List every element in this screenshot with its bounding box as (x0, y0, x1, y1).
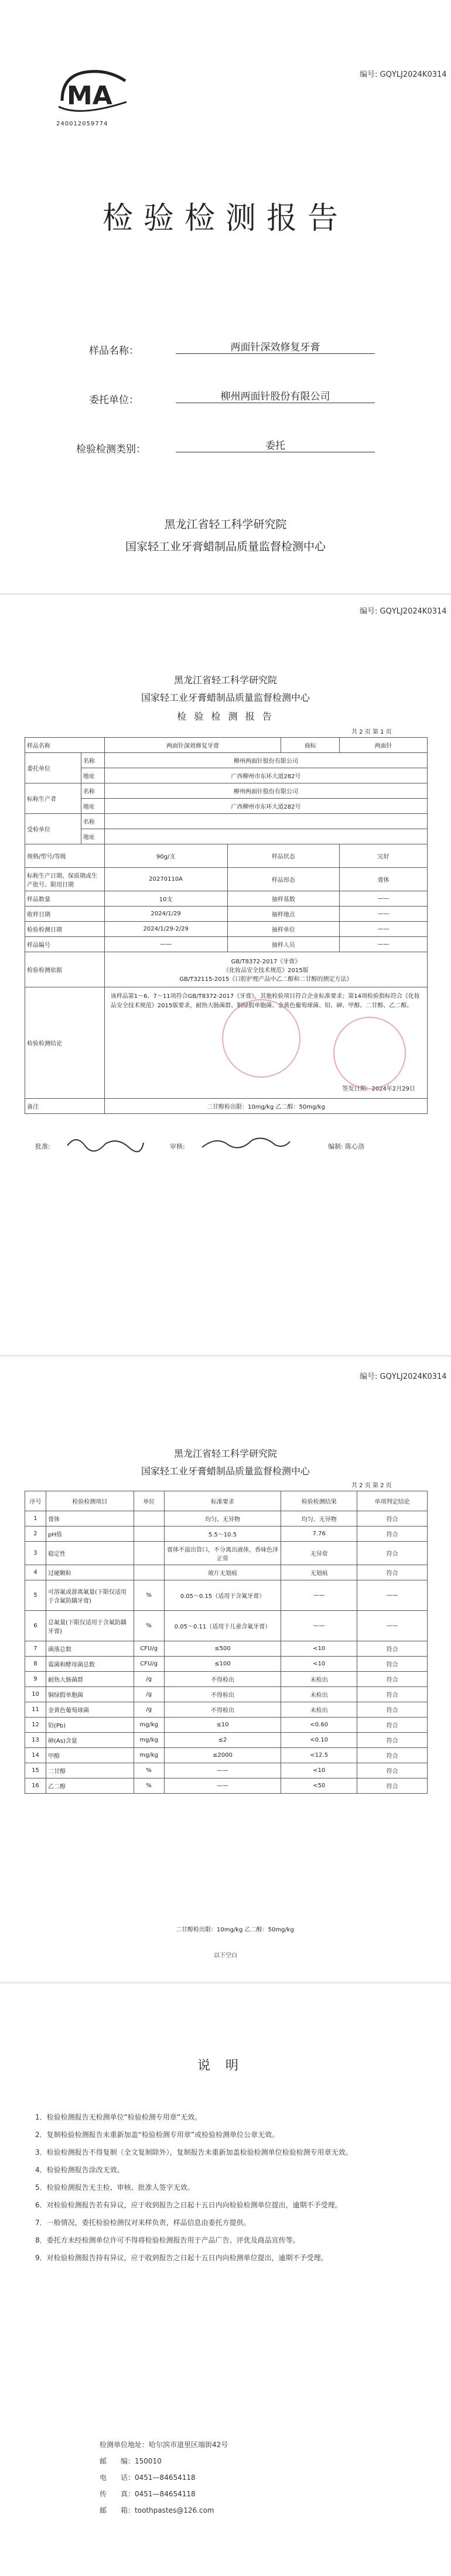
table-row (25, 1526, 428, 1542)
table-row (25, 1718, 428, 1733)
approve-label: 批准: (35, 1143, 50, 1150)
table-cell: 5 (25, 1580, 46, 1611)
field-value-category: 委托 (176, 437, 375, 452)
table-cell: % (134, 1580, 164, 1611)
page-divider (0, 1982, 451, 1984)
table-cell: /g (134, 1702, 164, 1718)
table-cell: <10 (281, 1763, 357, 1778)
table-cell: 符合 (357, 1526, 428, 1542)
table-cell: 符合 (357, 1565, 428, 1580)
value: 二甘醇检出限：10mg/kg 乙二醇：50mg/kg (104, 1099, 427, 1114)
note-item: 2．复制检验检测报告未重新加盖“检验检测专用章”或检验检测单位公章无效。 (35, 2131, 279, 2139)
report-title: 检验检测报告 (102, 201, 348, 236)
table-cell: 铅(Pb) (46, 1718, 134, 1733)
label: 标称生产者 (25, 783, 81, 814)
page-divider (0, 1355, 451, 1357)
table-cell: 未检出 (281, 1672, 357, 1687)
table-cell: ≤500 (164, 1641, 281, 1657)
table-row (25, 1733, 428, 1748)
org-name: 黑龙江省轻工科学研究院 (173, 1448, 277, 1459)
table-cell: 耐热大肠菌群 (46, 1672, 134, 1687)
table-cell: 玻片无划痕 (164, 1565, 281, 1580)
contact-label: 邮 箱： (100, 2506, 135, 2514)
table-cell: % (134, 1778, 164, 1794)
value: —— (340, 922, 428, 937)
table-cell: /g (134, 1687, 164, 1702)
contact-block (100, 2437, 346, 2519)
table-row (25, 1511, 428, 1526)
label: 标称生产日期、保质期或生产批号、限用日期 (25, 868, 105, 891)
table-cell: 符合 (357, 1748, 428, 1763)
value: —— (340, 891, 428, 907)
contact-label: 邮 编： (100, 2457, 135, 2465)
field-label-sample: 样品名称： (89, 345, 139, 357)
table-cell: 10 (25, 1687, 46, 1702)
table-cell: 2 (25, 1526, 46, 1542)
notes-page (0, 1985, 451, 2576)
value: 广西柳州市东环大道282号 (104, 768, 427, 783)
cma-logo-icon (56, 66, 132, 122)
col-header: 检验检测项目 (46, 1491, 134, 1511)
report-number: 编号: GQYLJ2024K0314 (360, 1372, 447, 1381)
value: —— (104, 937, 227, 952)
table-cell: 8 (25, 1657, 46, 1672)
table-cell: 无异常 (281, 1542, 357, 1565)
contact-value: 0451—84654118 (135, 2473, 196, 2482)
table-cell: CFU/g (134, 1641, 164, 1657)
label: 地址 (81, 768, 104, 783)
table-cell: <10 (281, 1641, 357, 1657)
contact-label: 电 话： (100, 2473, 135, 2482)
note-item: 7．一般情况，委托检验检测仅对来样负责，样品信息由委托方提供。 (35, 2219, 251, 2227)
table-cell: % (134, 1611, 164, 1641)
table-row (25, 1778, 428, 1794)
basis-cell (104, 952, 427, 987)
label: 商标 (281, 738, 340, 753)
conclusion-text: 该样品第1～6、7～11项符合GB/T8372-2017《牙膏》，其他检验项目符合企业标准要求；第14项检验指标符合《化妆品安全技术规范》2015版要求，耐热大肠菌群、铜绿假单胞菌、金黄色葡萄球菌、铅、砷、甲醇、二甘醇、乙二醇。 (110, 993, 420, 1009)
table-cell: mg/kg (134, 1733, 164, 1748)
review-signature (199, 1131, 293, 1154)
label: 名称 (81, 814, 104, 829)
label: 检验检测结论 (25, 987, 105, 1099)
contact-value: 150010 (135, 2457, 162, 2465)
table-cell: pH值 (46, 1526, 134, 1542)
label: 规格/型号/等级 (25, 844, 105, 868)
report-subtitle: 检 验 检 测 报 告 (177, 711, 274, 722)
table-cell: 符合 (357, 1763, 428, 1778)
contact-label: 检测单位地址： (100, 2441, 149, 2449)
table-cell (134, 1542, 164, 1565)
table-row (25, 1565, 428, 1580)
table-cell: —— (164, 1778, 281, 1794)
table-row (25, 1687, 428, 1702)
table-cell: 均匀、无异物 (281, 1511, 357, 1526)
conclusion-cell (104, 987, 427, 1099)
table-cell: <10 (281, 1657, 357, 1672)
table-cell: —— (357, 1580, 428, 1611)
label: 检验检测日期 (25, 922, 105, 937)
value: 完好 (340, 844, 428, 868)
table-cell: 15 (25, 1763, 46, 1778)
page-divider (0, 593, 451, 595)
table-cell (134, 1511, 164, 1526)
table-cell: 11 (25, 1702, 46, 1718)
note-item: 4．检验检测报告涂改无效。 (35, 2166, 124, 2174)
table-cell: 符合 (357, 1672, 428, 1687)
label: 委托单位 (25, 753, 81, 783)
table-cell: 不得检出 (164, 1672, 281, 1687)
table-cell: 符合 (357, 1687, 428, 1702)
label: 抽样地点 (227, 907, 340, 922)
label: 地址 (81, 829, 104, 844)
table-cell: CFU/g (134, 1657, 164, 1672)
note-item: 3．检验检测报告不得复制（全文复制除外），复制报告未重新加盖检验检测单位检验检测专用章无效。 (35, 2148, 353, 2156)
table-cell: <0.60 (281, 1718, 357, 1733)
table-cell: 16 (25, 1778, 46, 1794)
table-cell: 符合 (357, 1702, 428, 1718)
table-row (25, 1542, 428, 1565)
table-cell: 符合 (357, 1511, 428, 1526)
table-cell: ≤100 (164, 1657, 281, 1672)
value: 90g/支 (104, 844, 227, 868)
note-item: 6．对检验检测报告若有异议，应于收到报告之日起十五日内向检验检测单位提出，逾期不予受理。 (35, 2201, 342, 2209)
table-cell: 总氟量(下限仅适用于含氟防龋牙膏) (46, 1611, 134, 1641)
page-info: 共 2 页 第 2 页 (351, 1483, 392, 1489)
label: 名称 (81, 783, 104, 799)
label: 地址 (81, 799, 104, 814)
value: 两面针 (340, 738, 428, 753)
table-cell: 3 (25, 1542, 46, 1565)
table-cell: 乙二醇 (46, 1778, 134, 1794)
label: 样品状态 (227, 844, 340, 868)
label: 受检单位 (25, 814, 81, 844)
table-cell: 菌落总数 (46, 1641, 134, 1657)
contact-row (100, 2486, 346, 2502)
table-cell: —— (164, 1763, 281, 1778)
table-cell: 0.05～0.11（适用于儿童含氟牙膏） (164, 1611, 281, 1641)
results-body (25, 1511, 428, 1794)
table-cell: 符合 (357, 1542, 428, 1565)
contact-row (100, 2437, 346, 2453)
value: 两面针深效修复牙膏 (104, 738, 281, 753)
table-cell: 4 (25, 1565, 46, 1580)
value: 广西柳州市东环大道282号 (104, 799, 427, 814)
table-cell: 14 (25, 1748, 46, 1763)
org-center: 国家轻工业牙膏蜡制品质量监督检测中心 (141, 1466, 310, 1477)
contact-value: 0451—84654118 (135, 2490, 196, 2498)
table-row (25, 1657, 428, 1672)
label: 抽样基数 (227, 891, 340, 907)
label: 样品数量 (25, 891, 105, 907)
table-cell (134, 1565, 164, 1580)
value: 柳州两面针股份有限公司 (104, 753, 427, 768)
info-table (25, 737, 428, 1114)
table-cell: 符合 (357, 1733, 428, 1748)
contact-row (100, 2453, 346, 2469)
table-cell: 5.5～10.5 (164, 1526, 281, 1542)
col-header: 序号 (25, 1491, 46, 1511)
table-row (25, 1611, 428, 1641)
review-label: 审核: (170, 1143, 185, 1150)
field-label-client: 委托单位： (89, 394, 139, 406)
table-cell: <50 (281, 1778, 357, 1794)
table-row (25, 1702, 428, 1718)
label: 样品形态 (227, 868, 340, 891)
table-cell: 符合 (357, 1778, 428, 1794)
label: 检验检测依据 (25, 952, 105, 987)
value: 10支 (104, 891, 227, 907)
table-cell: mg/kg (134, 1718, 164, 1733)
table-cell: —— (281, 1580, 357, 1611)
table-cell: ≤2 (164, 1733, 281, 1748)
label: 抽样人员 (227, 937, 340, 952)
field-value-client: 柳州两面针股份有限公司 (176, 388, 375, 403)
table-cell: 可溶氟或游离氟量(下限仅适用于含氟防龋牙膏) (46, 1580, 134, 1611)
table-cell: 符合 (357, 1718, 428, 1733)
table-cell (134, 1526, 164, 1542)
col-header: 检验检测结果 (281, 1491, 357, 1511)
col-header: 单位 (134, 1491, 164, 1511)
table-cell: —— (357, 1611, 428, 1641)
value: 20270110A (104, 868, 227, 891)
table-cell: 9 (25, 1672, 46, 1687)
cma-logo (56, 66, 132, 122)
issue-date: 签发日期：2024年2月29日 (342, 1086, 415, 1092)
table-cell: 13 (25, 1733, 46, 1748)
table-cell: 未检出 (281, 1702, 357, 1718)
label: 名称 (81, 753, 104, 768)
org-name: 黑龙江省轻工科学研究院 (173, 674, 277, 686)
report-info-page (0, 597, 451, 1352)
table-cell: 二甘醇 (46, 1763, 134, 1778)
contact-row (100, 2469, 346, 2486)
table-cell: 不得检出 (164, 1702, 281, 1718)
label: 收样日期 (25, 907, 105, 922)
results-footnote: 二甘醇检出限：10mg/kg 乙二醇：50mg/kg (176, 1927, 294, 1933)
value: —— (340, 937, 428, 952)
label: 抽样单位 (227, 922, 340, 937)
table-cell: 膏体 (46, 1511, 134, 1526)
table-cell: 霉菌和酵母菌总数 (46, 1657, 134, 1672)
results-table (25, 1491, 428, 1794)
org-name: 黑龙江省轻工科学研究院 (164, 518, 287, 531)
table-row (25, 1763, 428, 1778)
contact-value: 哈尔滨市道里区端街42号 (149, 2441, 228, 2449)
org-center: 国家轻工业牙膏蜡制品质量监督检测中心 (125, 540, 326, 553)
value: 膏体 (340, 868, 428, 891)
notes-title: 说明 (197, 2059, 254, 2073)
table-cell: 12 (25, 1718, 46, 1733)
table-cell: 7 (25, 1641, 46, 1657)
approve-signature (64, 1131, 146, 1154)
table-cell: <12.5 (281, 1748, 357, 1763)
table-cell: mg/kg (134, 1748, 164, 1763)
table-cell: 符合 (357, 1657, 428, 1672)
basis-line: 《化妆品安全技术规范》2015版 (223, 967, 309, 974)
col-header: 单项判定结论 (357, 1491, 428, 1511)
label: 样品名称 (25, 738, 105, 753)
note-item: 1．检验检测报告无检测单位“检验检测专用章”无效。 (35, 2113, 202, 2121)
value: —— (340, 907, 428, 922)
table-cell: 不得检出 (164, 1687, 281, 1702)
table-cell: 0.05～0.15（适用于含氟牙膏） (164, 1580, 281, 1611)
blank-note: 以下空白 (214, 1953, 237, 1959)
note-item: 8．委托方未经检测单位许可不得将检验检测报告用于产品广告、评优及商品宣传等。 (35, 2236, 300, 2244)
report-number: 编号: GQYLJ2024K0314 (360, 607, 447, 616)
value: 柳州两面针股份有限公司 (104, 783, 427, 799)
editor-label: 编制: 陈心洛 (328, 1143, 365, 1150)
label: 样品编号 (25, 937, 105, 952)
table-row (25, 1580, 428, 1611)
table-cell: 均匀、无异物 (164, 1511, 281, 1526)
table-cell: 金黄色葡萄球菌 (46, 1702, 134, 1718)
table-cell: 铜绿假单胞菌 (46, 1687, 134, 1702)
field-value-sample: 两面针深效修复牙膏 (176, 339, 375, 354)
contact-value: toothpastes@126.com (135, 2506, 214, 2514)
table-cell: 6 (25, 1611, 46, 1641)
table-cell: /g (134, 1672, 164, 1687)
cover-page (0, 0, 451, 592)
results-page (0, 1358, 451, 1979)
table-row (25, 1748, 428, 1763)
value: 2024/1/29-2/29 (104, 922, 227, 937)
value: 2024/1/29 (104, 907, 227, 922)
table-row (25, 1641, 428, 1657)
note-item: 9．对检验检测报告持有异议，应于收到报告之日起十五日内向检测单位提出，逾期不予受理。 (35, 2254, 328, 2262)
inspection-stamp (333, 1017, 406, 1089)
basis-line: GB/T8372-2017《牙膏》 (231, 959, 301, 965)
report-number: 编号: GQYLJ2024K0314 (360, 70, 447, 79)
table-cell: 1 (25, 1511, 46, 1526)
table-cell: 稳定性 (46, 1542, 134, 1565)
table-cell: % (134, 1763, 164, 1778)
table-cell: ≤10 (164, 1718, 281, 1733)
note-item: 5．检验检测报告无主检、审核、批准人签字无效。 (35, 2183, 194, 2192)
contact-label: 传 真： (100, 2490, 135, 2498)
table-cell: 过硬颗粒 (46, 1565, 134, 1580)
table-cell: 砷(As)含量 (46, 1733, 134, 1748)
contact-row (100, 2502, 346, 2519)
table-cell: ≤2000 (164, 1748, 281, 1763)
org-center: 国家轻工业牙膏蜡制品质量监督检测中心 (141, 692, 310, 703)
table-cell: 膏体不溢出管口，不分离出液体，香味色泽正常 (164, 1542, 281, 1565)
table-cell: 无划痕 (281, 1565, 357, 1580)
logo-code: 240012059774 (56, 121, 108, 127)
notes-list (35, 2108, 416, 2267)
table-cell: 7.76 (281, 1526, 357, 1542)
official-stamp (222, 999, 300, 1078)
svg-text:MA: MA (67, 81, 112, 111)
table-cell: 甲醇 (46, 1748, 134, 1763)
table-cell: <0.10 (281, 1733, 357, 1748)
table-cell: 未检出 (281, 1687, 357, 1702)
field-label-category: 检验检测类别： (76, 444, 146, 455)
table-cell: 符合 (357, 1641, 428, 1657)
table-row (25, 1672, 428, 1687)
basis-line: GB/T32115-2015《口腔护理产品中乙二醇和二甘醇的测定方法》 (179, 976, 353, 983)
page-info: 共 2 页 第 1 页 (351, 729, 392, 735)
col-header: 标准要求 (164, 1491, 281, 1511)
label: 备注 (25, 1099, 105, 1114)
table-cell: —— (281, 1611, 357, 1641)
